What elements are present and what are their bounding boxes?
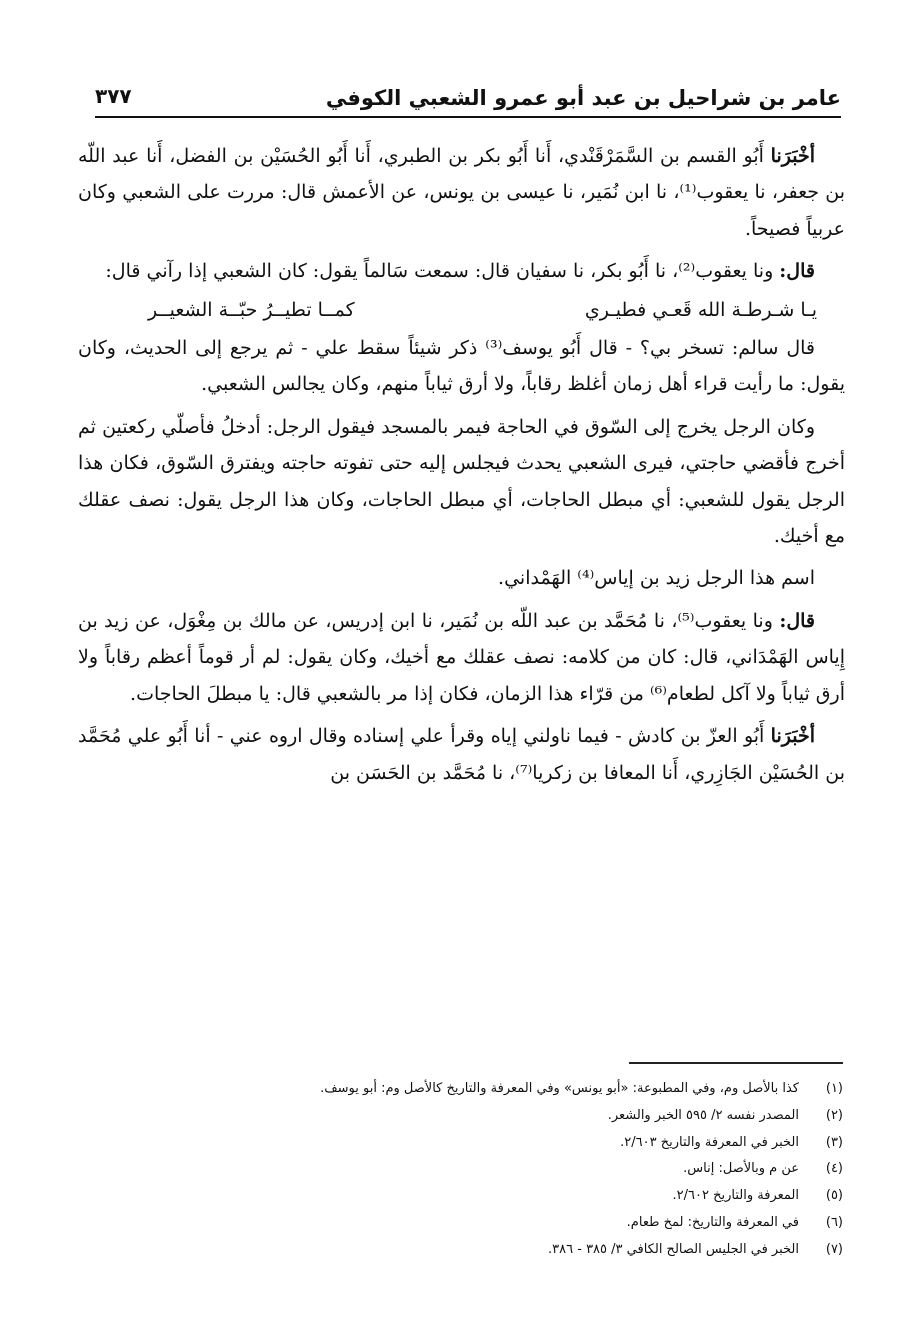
paragraph-7 <box>78 718 845 791</box>
footnote <box>80 1237 843 1264</box>
footnote-number: (٧) <box>825 1241 843 1257</box>
footnote-number: (٦) <box>825 1214 843 1230</box>
footnote-text: كذا بالأصل وم، وفي المطبوعة: «أبو يونس» وفي المعرفة والتاريخ كالأصل وم: أبو يوسف. <box>320 1081 799 1096</box>
paragraph-6 <box>78 603 845 712</box>
main-text <box>78 138 845 797</box>
footnote <box>80 1183 843 1210</box>
footnote <box>80 1076 843 1103</box>
footnote-number: (٣) <box>825 1134 843 1150</box>
page-number: ٣٧٧ <box>95 84 132 108</box>
footnote <box>80 1210 843 1237</box>
footnote <box>80 1130 843 1157</box>
footnote-number: (١) <box>825 1081 843 1096</box>
footnote-text: المصدر نفسه ٢/ ٥٩٥ الخبر والشعر. <box>607 1107 799 1123</box>
footnote-text: الخبر في المعرفة والتاريخ ٢/٦٠٣. <box>620 1134 799 1150</box>
paragraph-1 <box>78 138 845 247</box>
paragraph-3 <box>78 330 845 403</box>
footnote <box>80 1103 843 1130</box>
paragraph-lead: قال: <box>779 260 815 283</box>
footnote-text: عن م وبالأصل: إناس. <box>683 1161 799 1177</box>
paragraph-4 <box>78 409 845 555</box>
poem-verse <box>78 292 845 328</box>
paragraph-text: قال سالم: تسخر بي؟ - قال أَبُو يوسف⁽³⁾ ذكر شيئاً سقط علي - ثم يرجع إلى الحديث، وكان يقول: ما رأيت قراء أهل زمان أغلظ رقاباً، ولا أرق ثياباً منهم، وكان يجالس الشعبي. <box>78 337 845 396</box>
footnote-text: الخبر في الجليس الصالح الكافي ٣/ ٣٨٥ - ٣٨٦. <box>548 1241 799 1257</box>
footnote-number: (٤) <box>825 1161 843 1177</box>
verse-first-hemistich: يـا شـرطـة الله قَعـي فطيـري <box>584 298 817 321</box>
header-rule <box>95 116 841 118</box>
paragraph-text: أَبُو العزّ بن كادش - فيما ناولني إياه وقرأ علي إسناده وقال اروه عني - أنا أَبُو علي مُحَمَّد بن الحُسَيْن الجَازِري، أَنا المعافا بن زكريا⁽⁷⁾، نا مُحَمَّد بن الحَسَن بن <box>78 725 845 784</box>
footnote-number: (٥) <box>825 1188 843 1204</box>
paragraph-lead: أخْبَرَنا <box>770 145 815 167</box>
footnote-text: في المعرفة والتاريخ: لمخ طعام. <box>626 1214 799 1230</box>
footnote-number: (٢) <box>825 1107 843 1123</box>
paragraph-lead: قال: <box>779 609 816 632</box>
paragraph-text: ونا يعقوب⁽²⁾، نا أَبُو بكر، نا سفيان قال: سمعت سَالماً يقول: كان الشعبي إذا رآني قال: <box>105 260 780 283</box>
paragraph-text: ونا يعقوب⁽⁵⁾، نا مُحَمَّد بن عبد اللّه بن نُمَير، نا ابن إدريس، عن مالك بن مِغْوَل، عن زيد بن إِياس الهَمْدَاني، قال: كان من كلامه: نصف عقلك مع أخيك، وكان يقول: لم أر قوماً أعظم رقاباً ولا أرق ثياباً ولا آكل لطعام⁽⁶⁾ من قرّاء هذا الزمان، فكان إذا مر بالشعبي قال: يا مبطلَ الحاجات. <box>78 609 846 705</box>
paragraph-5 <box>78 560 845 596</box>
paragraph-lead: أخْبَرَنا <box>770 725 815 748</box>
footnote-separator <box>629 1062 843 1064</box>
running-title: عامر بن شراحيل بن عبد أبو عمرو الشعبي الكوفي <box>325 86 841 110</box>
paragraph-2 <box>78 253 845 289</box>
page-header <box>95 70 841 118</box>
footnote-text: المعرفة والتاريخ ٢/٦٠٢. <box>672 1188 799 1204</box>
paragraph-text: اسم هذا الرجل زيد بن إياس⁽⁴⁾ الهَمْداني. <box>498 567 815 590</box>
footnotes <box>80 1076 843 1264</box>
verse-second-hemistich: كمــا تطيــرُ حبّــة الشعيــر <box>148 298 355 321</box>
paragraph-text: أَبُو القسم بن السَّمَرْقَنْدي، أَنا أَبُو بكر بن الطبري، أَنا أَبُو الحُسَيْن بن الفضل، أَنا عبد اللّه بن جعفر، نا يعقوب⁽¹⁾، نا ابن نُمَير، نا عيسى بن يونس، عن الأعمش قال: مررت على الشعبي وكان عربياً فصيحاً. <box>78 145 846 240</box>
footnote <box>80 1156 843 1183</box>
paragraph-text: وكان الرجل يخرج إلى السّوق في الحاجة فيمر بالمسجد فيقول الرجل: أدخلُ فأصلّي ركعتين ثم أخرج فأقضي حاجتي، فيرى الشعبي يحدث فيجلس إليه حتى تفوته حاجته ويفترق السّوق، فكان هذا الرجل يقول للشعبي: أي مبطل الحاجات، أي مبطل الحاجات، وكان هذا الرجل يقول: نصف عقلك مع أخيك. <box>78 415 845 548</box>
